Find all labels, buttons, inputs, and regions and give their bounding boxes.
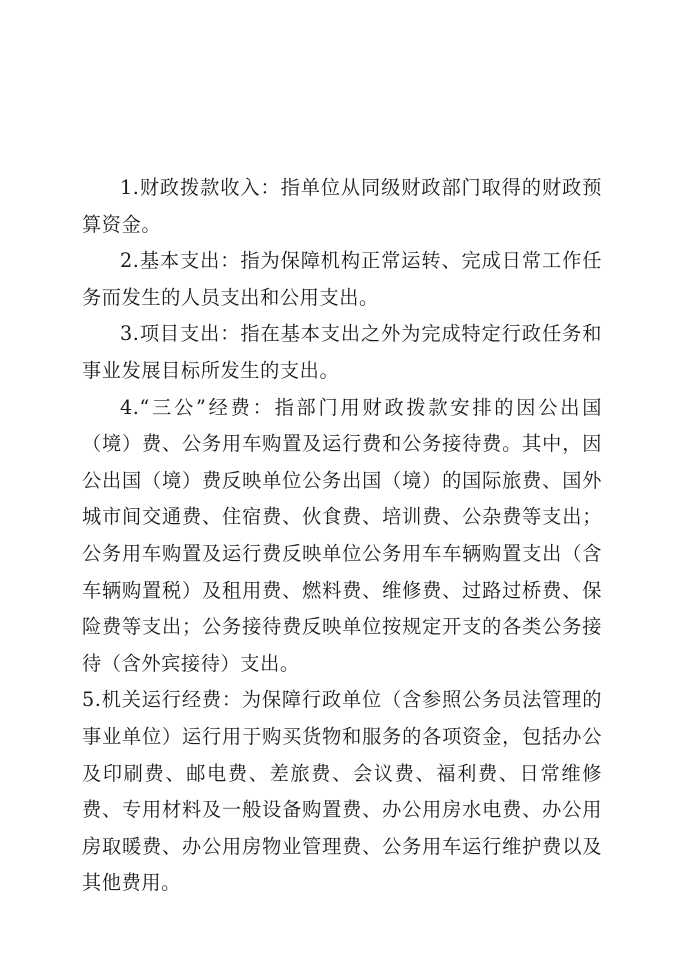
document-page [82, 170, 602, 902]
paragraph-fiscal-appropriation-income: 1.财政拨款收入：指单位从同级财政部门取得的财政预算资金。 [82, 176, 602, 236]
paragraph-agency-operating-expenses: 5.机关运行经费：为保障行政单位（含参照公务员法管理的事业单位）运行用于购买货物和服务的各项资金，包括办公及印刷费、邮电费、差旅费、会议费、福利费、日常维修费、专用材料及一般设备购置费、办公用房水电费、办公用房取暖费、办公用房物业管理费、公务用车运行维护费以及其他费用。 [82, 688, 602, 895]
paragraph-project-expenditure: 3.项目支出：指在基本支出之外为完成特定行政任务和事业发展目标所发生的支出。 [82, 322, 602, 382]
paragraph-basic-expenditure: 2.基本支出：指为保障机构正常运转、完成日常工作任务而发生的人员支出和公用支出。 [82, 249, 602, 309]
paragraph-three-public-expenses: 4.“三公”经费：指部门用财政拨款安排的因公出国（境）费、公务用车购置及运行费和公务接待费。其中，因公出国（境）费反映单位公务出国（境）的国际旅费、国外城市间交通费、住宿费、伙食费、培训费、公杂费等支出；公务用车购置及运行费反映单位公务用车车辆购置支出（含车辆购置税）及租用费、燃料费、维修费、过路过桥费、保险费等支出；公务接待费反映单位按规定开支的各类公务接待（含外宾接待）支出。 [82, 395, 602, 675]
